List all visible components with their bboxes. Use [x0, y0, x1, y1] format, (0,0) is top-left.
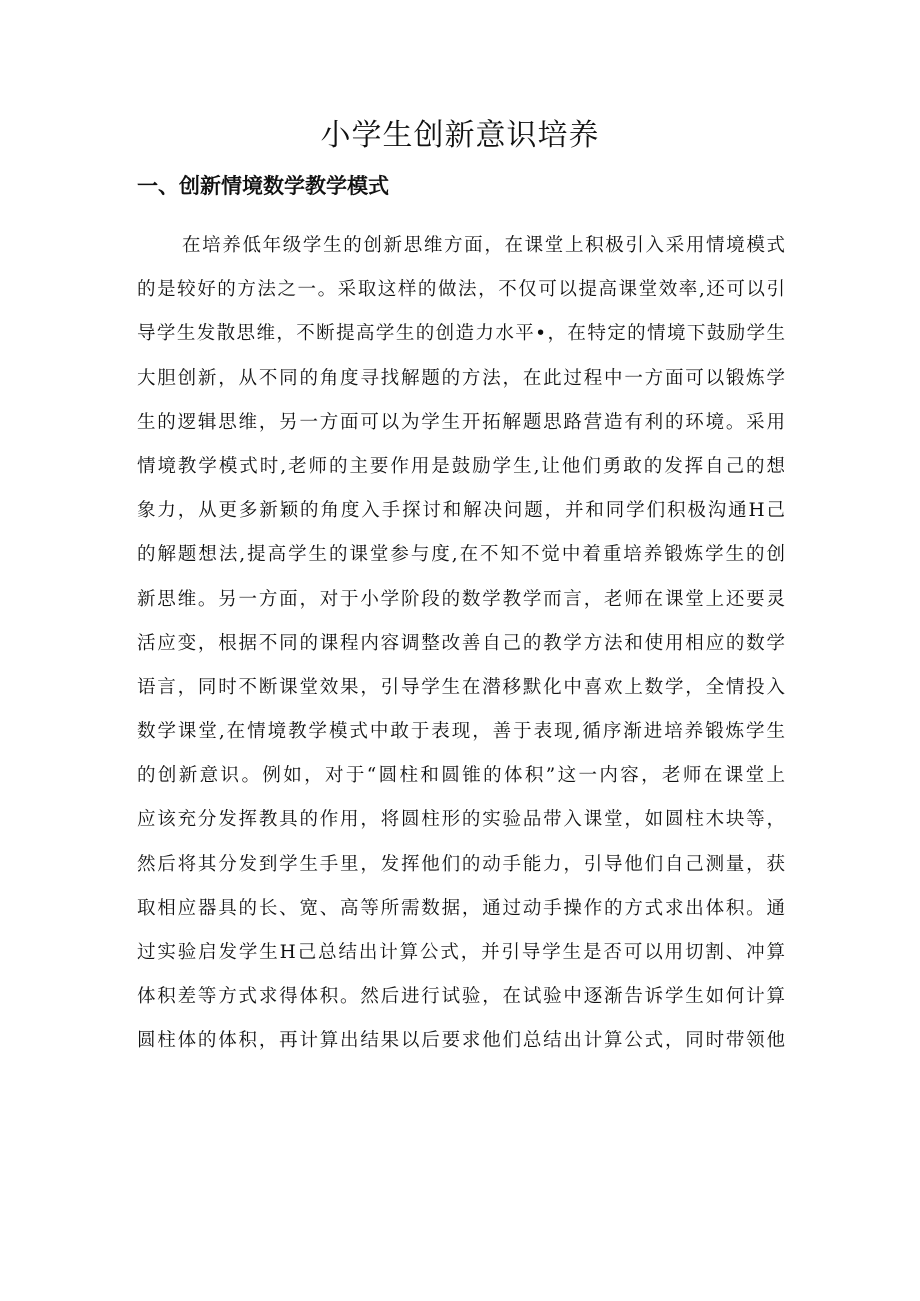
paragraph-line: 过实验启发学生H己总结出计算公式，并引导学生是否可以用切割、冲算 [137, 942, 785, 963]
paragraph-line: 数学课堂,在情境教学模式中敢于表现，善于表现,循序渐进培养锻炼学生 [137, 721, 785, 743]
paragraph-line: 生的逻辑思维，另一方面可以为学生开拓解题思路营造有利的环境。采用 [137, 411, 785, 433]
paragraph-line: 活应变，根据不同的课程内容调整改善自己的教学方法和使用相应的数学 [137, 632, 785, 654]
paragraph-line: 体积差等方式求得体积。然后进行试验，在试验中逐渐告诉学生如何计算 [137, 986, 785, 1008]
paragraph-line: 的是较好的方法之一。采取这样的做法，不仅可以提高课堂效率,还可以引 [137, 279, 785, 301]
paragraph-line: 然后将其分发到学生手里，发挥他们的动手能力，引导他们自己测量，获 [137, 853, 785, 875]
paragraph-line: 新思维。另一方面，对于小学阶段的数学教学而言，老师在课堂上还要灵 [137, 588, 785, 610]
paragraph-line: 导学生发散思维，不断提高学生的创造力水平•，在特定的情境下鼓励学生 [137, 323, 785, 345]
paragraph-line: 象力，从更多新颖的角度入手探讨和解决问题，并和同学们积极沟通H己 [137, 500, 785, 522]
paragraph-line: 应该充分发挥教具的作用，将圆柱形的实验品带入课堂，如圆柱木块等， [137, 809, 785, 831]
paragraph-line: 语言，同时不断课堂效果，引导学生在潜移默化中喜欢上数学，全情投入 [137, 676, 785, 698]
paragraph-line: 取相应器具的长、宽、高等所需数据，通过动手操作的方式求出体积。通 [137, 897, 785, 919]
body-paragraph [137, 224, 785, 1064]
paragraph-line: 的创新意识。例如，对于“圆柱和圆锥的体积”这一内容，老师在课堂上 [137, 765, 785, 787]
paragraph-line: 情境教学模式时,老师的主要作用是鼓励学生,让他们勇敢的发挥自己的想 [137, 455, 785, 477]
document-title: 小学生创新意识培养 [320, 118, 600, 153]
paragraph-line: 在培养低年级学生的创新思维方面，在课堂上积极引入采用情境模式 [182, 235, 785, 256]
paragraph-line: 圆柱体的体积，再计算出结果以后要求他们总结出计算公式，同时带领他 [137, 1030, 785, 1052]
section-heading: 一、创新情境数学教学模式 [137, 174, 389, 198]
paragraph-line: 大胆创新，从不同的角度寻找解题的方法，在此过程中一方面可以锻炼学 [137, 367, 785, 389]
paragraph-line: 的解题想法,提高学生的课堂参与度,在不知不觉中着重培养锻炼学生的创 [137, 544, 785, 566]
